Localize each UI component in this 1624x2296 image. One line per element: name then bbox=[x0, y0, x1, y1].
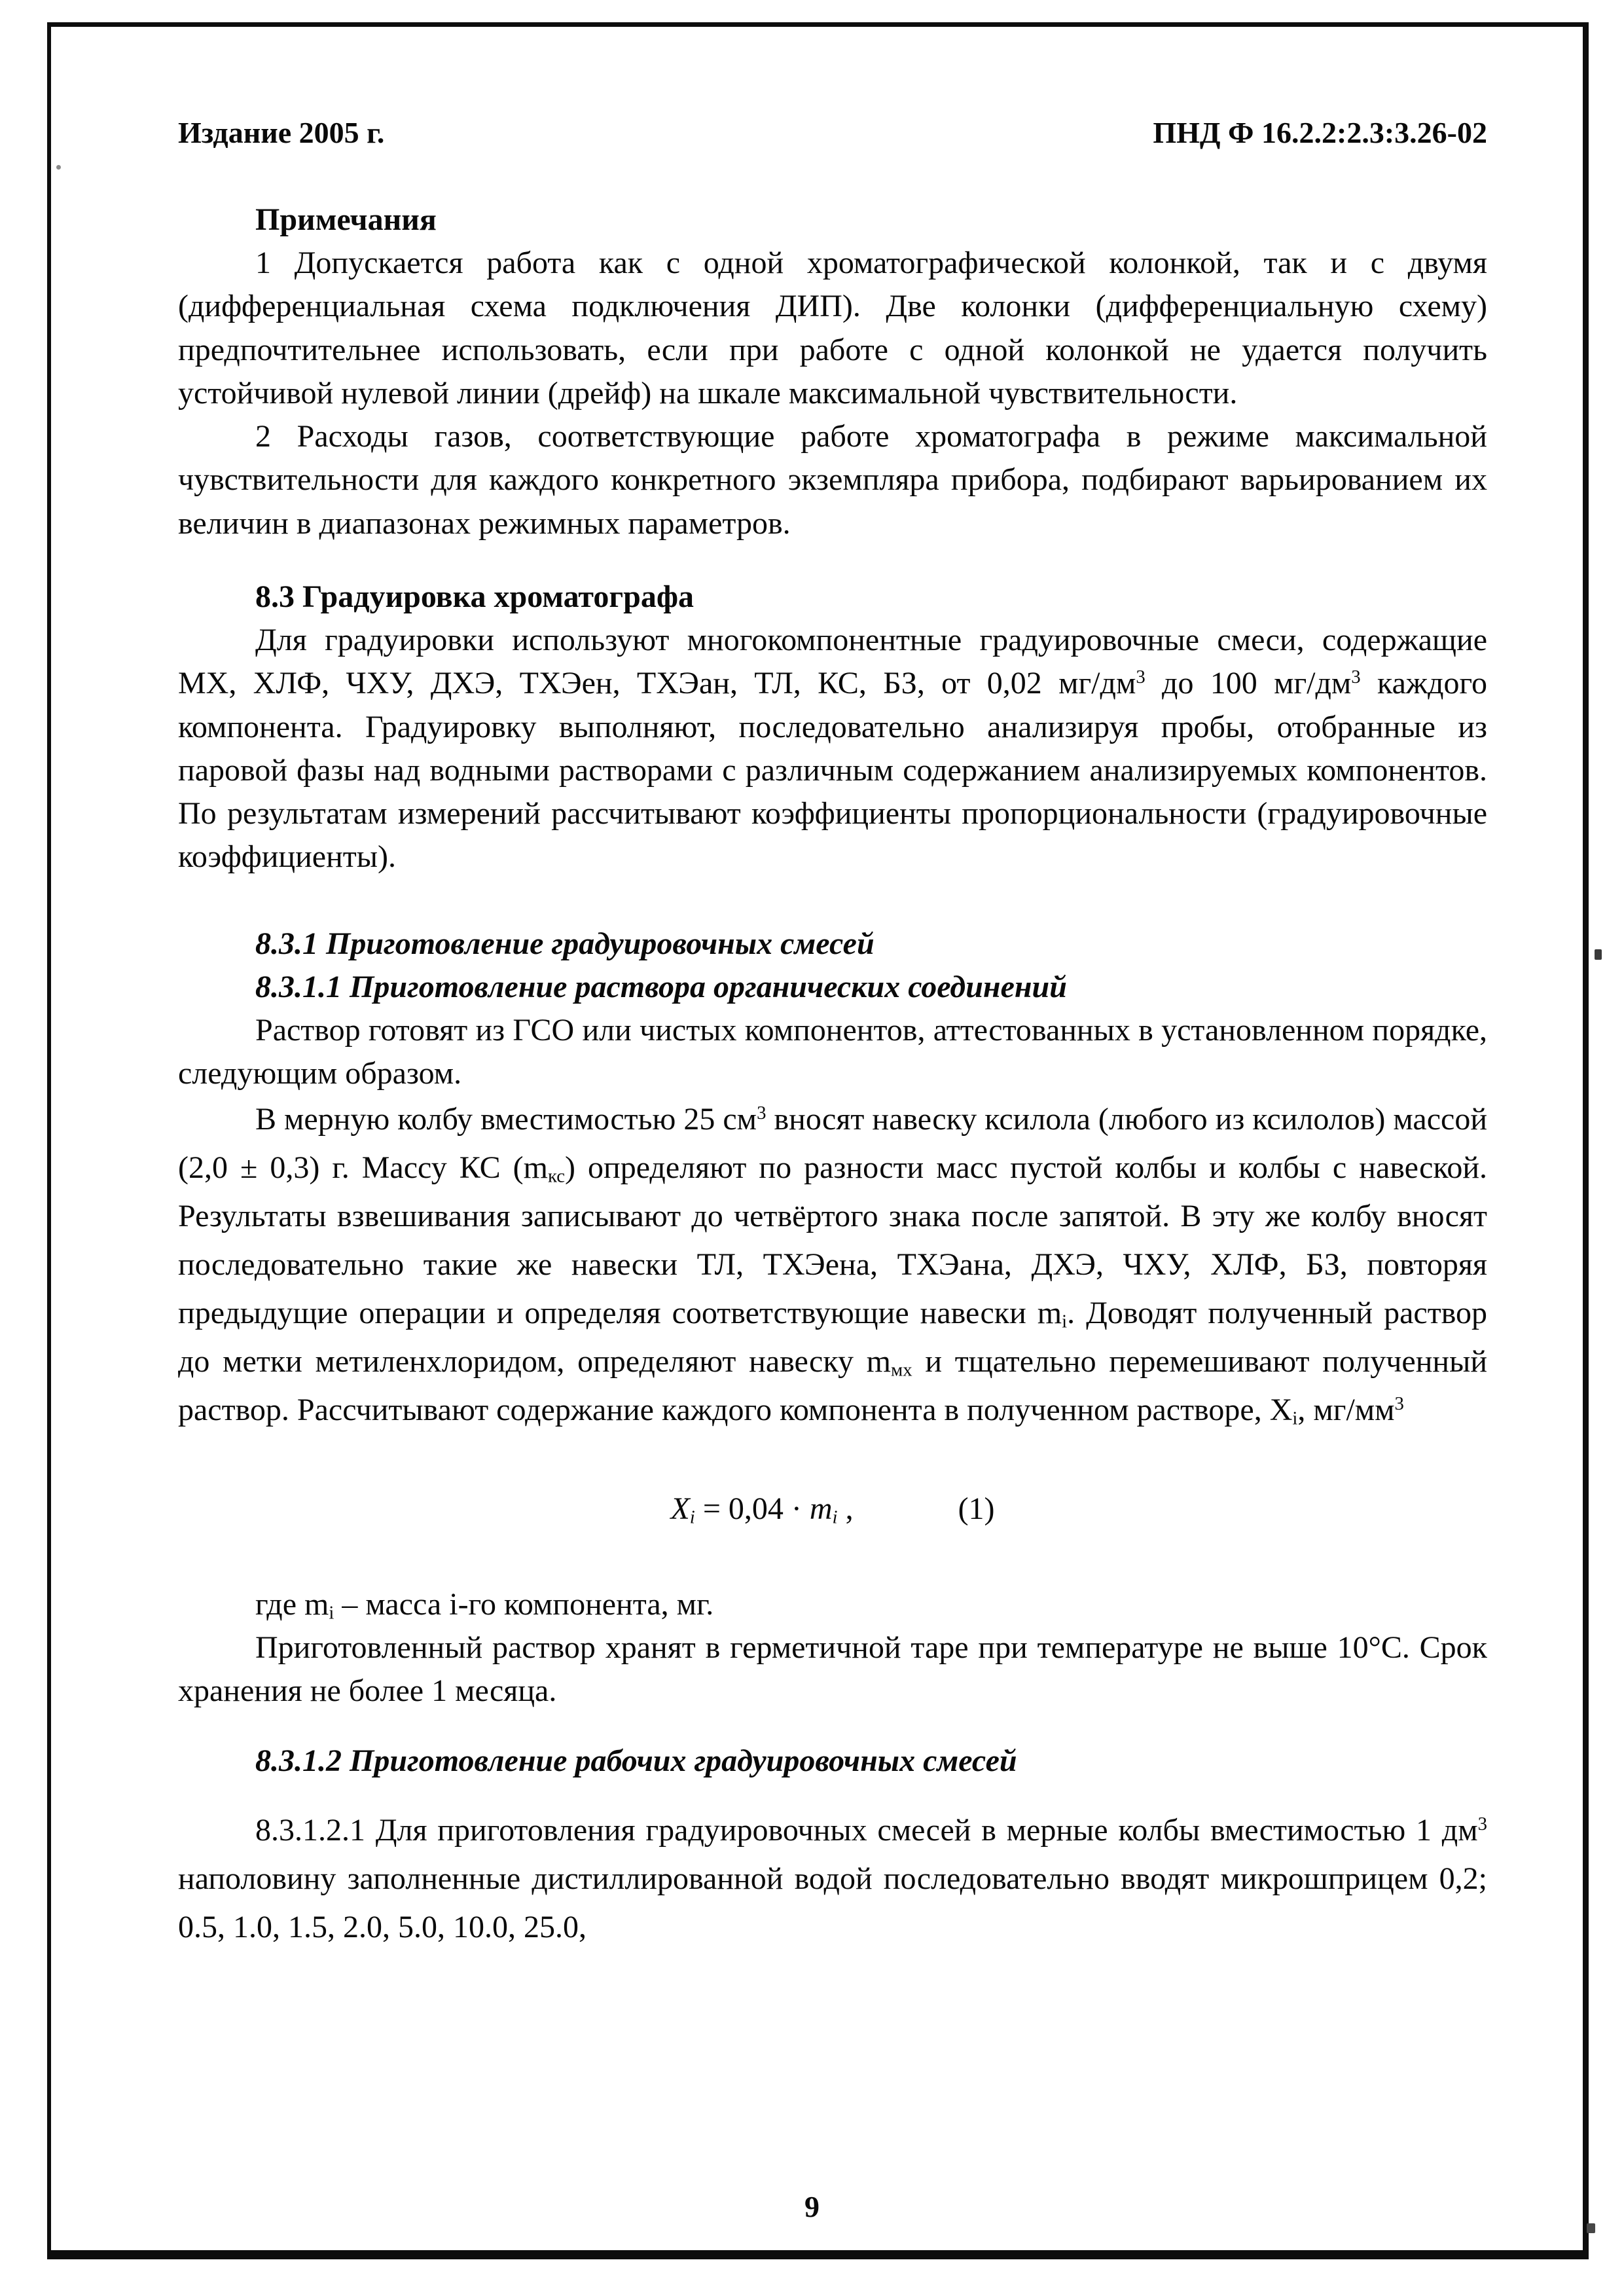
storage-conditions-para: Приготовленный раствор хранят в герметичной таре при температуре не выше 10°С. Срок хранения не более 1 месяца. bbox=[178, 1630, 1487, 1709]
scan-artifact bbox=[56, 165, 61, 170]
section-8-3-1-2-1-para: 8.3.1.2.1 Для приготовления градуировочных смесей в мерные колбы вместимостью 1 $дм^3$ наполовину заполненные дистиллированной водой последовательно вводят микрошприцем 0,2; 0.5, 1.0, 1.5, 2.0, 5.0, 10.0, 25.0, bbox=[178, 1812, 1487, 1944]
page-content bbox=[178, 115, 1487, 1951]
section-8-3-1-2-heading: 8.3.1.2 Приготовление рабочих градуировочных смесей bbox=[255, 1743, 1017, 1778]
document-code: ПНД Ф 16.2.2:2.3:3.26-02 bbox=[1153, 116, 1487, 149]
note-2: 2 Расходы газов, соответствующие работе хроматографа в режиме максимальной чувствительности для каждого конкретного экземпляра прибора, подбирают варьированием их величин в диапазонах режимных параметров. bbox=[178, 419, 1487, 541]
section-8-3-1-1-heading: 8.3.1.1 Приготовление раствора органических соединений bbox=[255, 969, 1067, 1004]
section-8-3-intro: Для градуировки используют многокомпонентные градуировочные смеси, содержащие МХ, ХЛФ, ЧХУ, ДХЭ, ТХЭен, ТХЭан, ТЛ, КС, БЗ, от 0,02 $мг/дм^3$ до 100 $мг/дм^3$ каждого компонента. Градуировку выполняют, последовательно анализируя пробы, отобранные из паровой фазы над водными растворами с различным содержанием анализируемых компонентов. По результатам измерений рассчитывают коэффициенты пропорциональности (градуировочные коэффициенты). bbox=[178, 623, 1487, 875]
formula-1 bbox=[178, 1491, 1487, 1527]
page-header bbox=[178, 115, 1487, 150]
scan-artifact bbox=[1587, 2223, 1595, 2233]
document-body bbox=[178, 198, 1487, 1951]
note-1: 1 Допускается работа как с одной хроматографической колонкой, так и с двумя (дифференциальная схема подключения ДИП). Две колонки (дифференциальную схему) предпочтительнее использовать, если при работе с одной колонкой не удается получить устойчивой нулевой линии (дрейф) на шкале максимальной чувствительности. bbox=[178, 246, 1487, 410]
notes-heading: Примечания bbox=[255, 202, 437, 237]
edition-label: Издание 2005 г. bbox=[178, 116, 385, 149]
section-8-3-1-heading: 8.3.1 Приготовление градуировочных смесей bbox=[255, 926, 875, 961]
page-number: 9 bbox=[804, 2190, 820, 2223]
solution-preparation-para: Раствор готовят из ГСО или чистых компонентов, аттестованных в установленном порядке, следующим образом. bbox=[178, 1012, 1487, 1091]
formula-expression: $X_i = 0,04 \cdot m_i$ , bbox=[670, 1491, 854, 1528]
scan-artifact bbox=[1595, 949, 1602, 960]
formula-legend: где $m_i$ – масса i-го компонента, мг. bbox=[255, 1586, 714, 1624]
weighing-procedure-para: В мерную колбу вместимостью 25 $см^3$ вносят навеску ксилола (любого из ксилолов) массой (2,0 ± 0,3) г. Массу КС $(m_{кс})$ определяют по разности масс пустой колбы и колбы с навеской. Результаты взвешивания записывают до четвёртого знака после запятой. В эту же колбу вносят последовательно такие же навески ТЛ, ТХЭена, ТХЭана, ДХЭ, ЧХУ, ХЛФ, БЗ, повторяя предыдущие операции и определяя соответствующие навески $m_i$. Доводят полученный раствор до метки метиленхлоридом, определяют навеску $m_{мх}$ и тщательно перемешивают полученный раствор. Рассчитывают содержание каждого компонента в полученном растворе, $X_i$, $мг/мм^3$ bbox=[178, 1102, 1488, 1429]
section-8-3-heading: 8.3 Градуировка хроматографа bbox=[255, 579, 695, 614]
formula-number: (1) bbox=[958, 1491, 995, 1526]
